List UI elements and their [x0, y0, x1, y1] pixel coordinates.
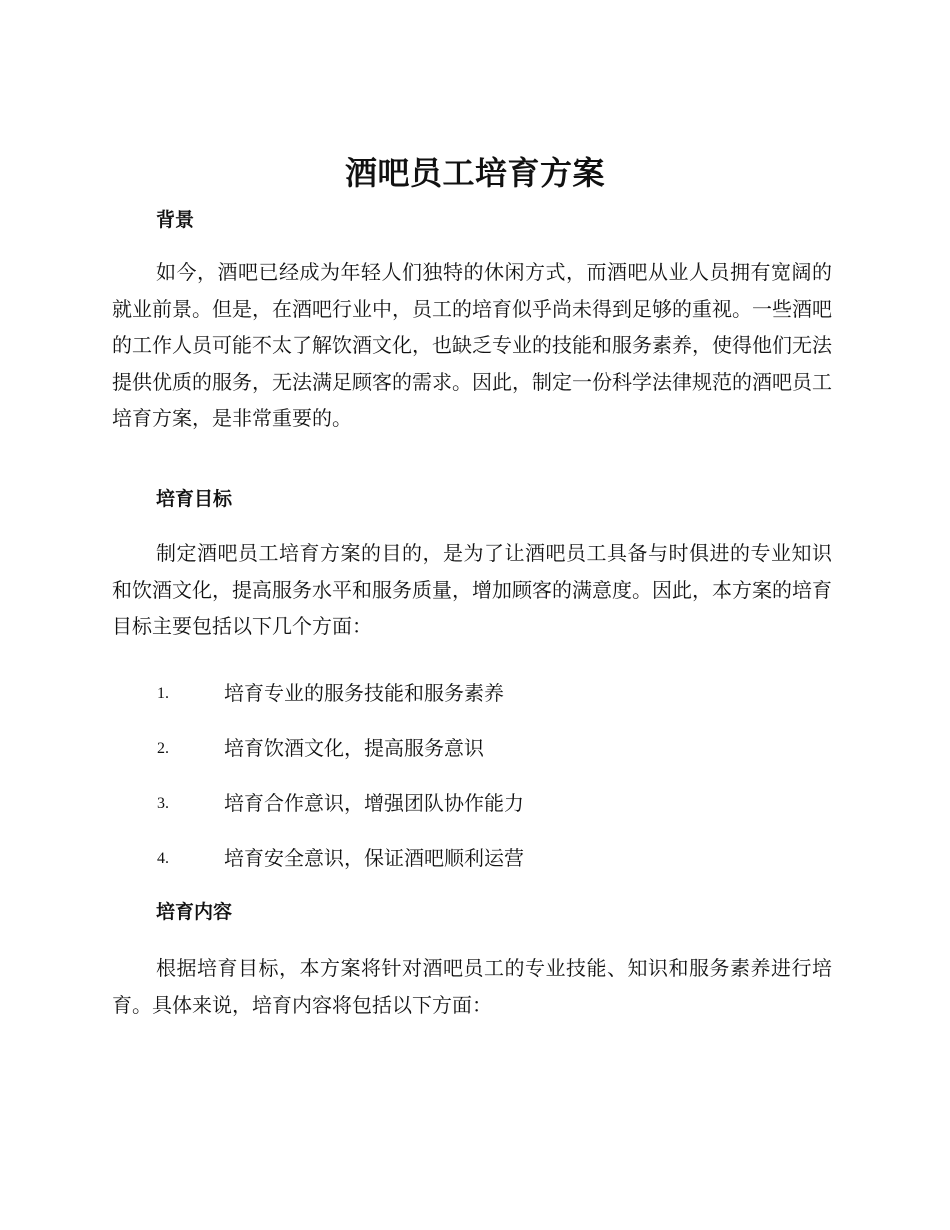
- list-item-text: 培育安全意识，保证酒吧顺利运营: [224, 846, 524, 870]
- background-paragraph: 如今，酒吧已经成为年轻人们独特的休闲方式，而酒吧从业人员拥有宽阔的就业前景。但是，在酒吧行业中，员工的培育似乎尚未得到足够的重视。一些酒吧的工作人员可能不太了解饮酒文化，也缺乏专业的技能和服务素养，使得他们无法提供优质的服务，无法满足顾客的需求。因此，制定一份科学法律规范的酒吧员工培育方案，是非常重要的。: [112, 260, 832, 431]
- list-number: 2.: [157, 740, 169, 757]
- list-number: 3.: [157, 795, 169, 812]
- goals-paragraph: 制定酒吧员工培育方案的目的，是为了让酒吧员工具备与时俱进的专业知识和饮酒文化，提高服务水平和服务质量，增加顾客的满意度。因此，本方案的培育目标主要包括以下几个方面：: [112, 541, 832, 639]
- goal-list-item: [157, 787, 837, 819]
- section-heading-background: 背景: [156, 209, 195, 231]
- list-item-text: 培育饮酒文化，提高服务意识: [224, 736, 484, 760]
- goal-list-item: [157, 732, 837, 764]
- section-heading-content: 培育内容: [156, 901, 233, 923]
- list-number: 4.: [157, 850, 169, 867]
- goal-list-item: [157, 842, 837, 874]
- list-number: 1.: [157, 685, 169, 702]
- content-paragraph: 根据培育目标，本方案将针对酒吧员工的专业技能、知识和服务素养进行培育。具体来说，培育内容将包括以下方面：: [112, 956, 832, 1017]
- section-heading-goals: 培育目标: [156, 488, 233, 510]
- list-item-text: 培育专业的服务技能和服务素养: [224, 681, 504, 705]
- list-item-text: 培育合作意识，增强团队协作能力: [224, 791, 524, 815]
- document-title: 酒吧员工培育方案: [344, 154, 605, 192]
- goal-list-item: [157, 677, 837, 709]
